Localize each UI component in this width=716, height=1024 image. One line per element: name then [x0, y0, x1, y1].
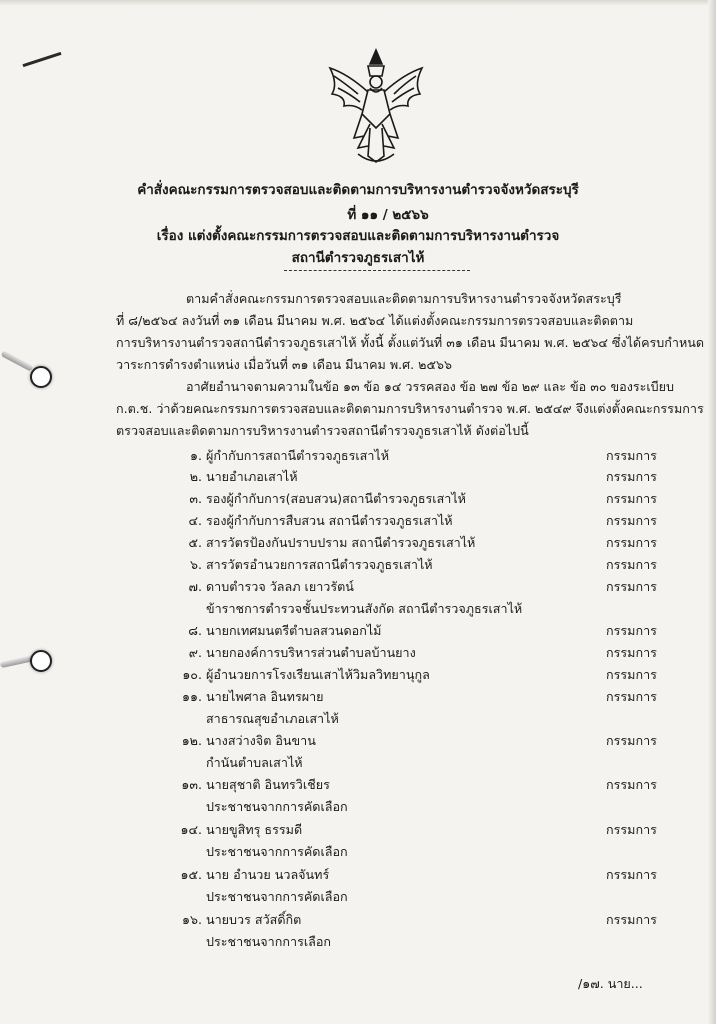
member-item: [160, 731, 660, 773]
paragraph-1-line-3: การบริหารงานตำรวจสถานีตำรวจภูธรเสาไห้ ทั้งนี้ ตั้งแต่วันที่ ๓๑ เดือน มีนาคม พ.ศ. ๒๕๖๔ ซึ่งได้ครบกำหนด: [116, 335, 705, 350]
member-number: ๑๐.: [182, 667, 202, 682]
member-affiliation: ประชาชนจากการคัดเลือก: [206, 844, 348, 859]
member-affiliation: ประชาชนจากการเลือก: [206, 934, 332, 949]
punch-hole: [30, 366, 52, 388]
member-name: นายกเทศมนตรีตำบลสวนดอกไม้: [206, 623, 382, 638]
member-name: ผู้อำนวยการโรงเรียนเสาไห้วิมลวิทยานุกูล: [206, 667, 430, 682]
member-number: ๑๑.: [182, 689, 202, 704]
member-affiliation: สาธารณสุขอำเภอเสาไห้: [206, 711, 339, 726]
member-name: สารวัตรอำนวยการสถานีตำรวจภูธรเสาไห้: [206, 557, 433, 572]
member-name: นางสว่างจิต อินขาน: [206, 733, 316, 748]
order-subject: เรื่อง แต่งตั้งคณะกรรมการตรวจสอบและติดตามการบริหารงานตำรวจ: [156, 228, 560, 244]
member-name: นายบวร สวัสดิ์กิต: [206, 912, 302, 927]
member-item: [160, 533, 660, 553]
member-item: [160, 665, 660, 685]
member-role: กรรมการ: [606, 623, 657, 638]
member-item: [160, 910, 660, 952]
member-name: นายกองค์การบริหารส่วนตำบลบ้านยาง: [206, 645, 416, 660]
member-role: กรรมการ: [606, 912, 657, 927]
member-name: นาย อำนวย นวลจันทร์: [206, 867, 330, 882]
member-item: [160, 775, 660, 817]
page-edge-shadow-right: [708, 0, 716, 1024]
member-name: รองผู้กำกับการสืบสวน สถานีตำรวจภูธรเสาไห้: [206, 513, 453, 528]
member-role: กรรมการ: [606, 535, 657, 550]
paragraph-2-line-2: ก.ต.ช. ว่าด้วยคณะกรรมการตรวจสอบและติดตามการบริหารงานตำรวจ พ.ศ. ๒๕๔๙ จึงแต่งตั้งคณะกรรมการ: [116, 401, 704, 416]
member-item: [160, 643, 660, 663]
member-role: กรรมการ: [606, 777, 657, 792]
member-role: กรรมการ: [606, 822, 657, 837]
paragraph-1-line-4: วาระการดำรงตำแหน่ง เมื่อวันที่ ๓๑ เดือน มีนาคม พ.ศ. ๒๕๖๖: [116, 357, 452, 372]
order-subject-station: สถานีตำรวจภูธรเสาไห้: [291, 250, 425, 266]
member-number: ๔.: [188, 513, 202, 528]
member-name: นายอำเภอเสาไห้: [206, 469, 298, 484]
member-affiliation: กำนันตำบลเสาไห้: [206, 755, 303, 770]
member-item: [160, 489, 660, 509]
member-item: [160, 621, 660, 641]
member-item: [160, 446, 660, 466]
member-number: ๑๕.: [180, 867, 202, 882]
member-number: ๕.: [188, 535, 202, 550]
member-item: [160, 511, 660, 531]
member-name: ดาบตำรวจ วัลลภ เยาวรัตน์: [206, 579, 354, 594]
member-number: ๘.: [188, 623, 202, 638]
punch-hole: [30, 650, 52, 672]
member-number: ๑๒.: [181, 733, 202, 748]
member-role: กรรมการ: [606, 645, 657, 660]
member-number: ๒.: [189, 469, 202, 484]
paragraph-1-line-1: ตามคำสั่งคณะกรรมการตรวจสอบและติดตามการบริหารงานตำรวจจังหวัดสระบุรี: [186, 291, 622, 306]
member-role: กรรมการ: [606, 667, 657, 682]
page-edge-shadow: [0, 0, 716, 6]
member-role: กรรมการ: [606, 689, 657, 704]
member-item: [160, 555, 660, 575]
member-number: ๓.: [189, 491, 202, 506]
member-item: [160, 577, 660, 619]
member-number: ๖.: [190, 557, 202, 572]
member-role: กรรมการ: [606, 513, 657, 528]
order-number: ที่ ๑๑ / ๒๕๖๖: [347, 207, 429, 223]
order-title: คำสั่งคณะกรรมการตรวจสอบและติดตามการบริหารงานตำรวจจังหวัดสระบุรี: [137, 182, 579, 198]
member-item: [160, 865, 660, 907]
member-name: นายไพศาล อินทรผาย: [206, 689, 324, 704]
continuation-note: /๑๗. นาย...: [578, 976, 643, 991]
member-item: [160, 467, 660, 487]
member-role: กรรมการ: [606, 448, 657, 463]
paragraph-2-line-1: อาศัยอำนาจตามความในข้อ ๑๓ ข้อ ๑๔ วรรคสอง ข้อ ๒๗ ข้อ ๒๙ และ ข้อ ๓๐ ของระเบียบ: [186, 379, 675, 394]
paragraph-2-line-3: ตรวจสอบและติดตามการบริหารงานตำรวจสถานีตำรวจภูธรเสาไห้ ดังต่อไปนี้: [116, 423, 529, 438]
paragraph-1-line-2: ที่ ๘/๒๕๖๔ ลงวันที่ ๓๑ เดือน มีนาคม พ.ศ. ๒๕๖๔ ได้แต่งตั้งคณะกรรมการตรวจสอบและติดตาม: [116, 313, 634, 328]
member-affiliation: ประชาชนจากการคัดเลือก: [206, 889, 348, 904]
divider-line: [284, 270, 470, 271]
member-role: กรรมการ: [606, 867, 657, 882]
member-name: สารวัตรป้องกันปราบปราม สถานีตำรวจภูธรเสาไห้: [206, 535, 476, 550]
member-number: ๑๓.: [181, 777, 202, 792]
member-role: กรรมการ: [606, 469, 657, 484]
member-role: กรรมการ: [606, 579, 657, 594]
member-name: รองผู้กำกับการ(สอบสวน)สถานีตำรวจภูธรเสาไห้: [206, 491, 466, 506]
member-name: นายสุชาติ อินทรวิเชียร: [206, 777, 330, 792]
member-role: กรรมการ: [606, 491, 657, 506]
member-affiliation: ประชาชนจากการคัดเลือก: [206, 799, 348, 814]
garuda-emblem-icon: [318, 44, 434, 168]
member-number: ๙.: [188, 645, 202, 660]
member-name: ผู้กำกับการสถานีตำรวจภูธรเสาไห้: [206, 448, 390, 463]
member-role: กรรมการ: [606, 557, 657, 572]
member-number: ๑๔.: [180, 822, 202, 837]
member-item: [160, 820, 660, 862]
member-number: ๑.: [190, 448, 202, 463]
member-affiliation: ข้าราชการตำรวจชั้นประทวนสังกัด สถานีตำรวจภูธรเสาไห้: [206, 601, 523, 616]
member-name: นายขูสิทรุ ธรรมดี: [206, 822, 303, 837]
member-item: [160, 687, 660, 729]
binder-ring: [1, 350, 34, 371]
member-role: กรรมการ: [606, 733, 657, 748]
member-number: ๑๖.: [182, 912, 202, 927]
member-number: ๗.: [188, 579, 202, 594]
pen-mark: [23, 52, 62, 67]
